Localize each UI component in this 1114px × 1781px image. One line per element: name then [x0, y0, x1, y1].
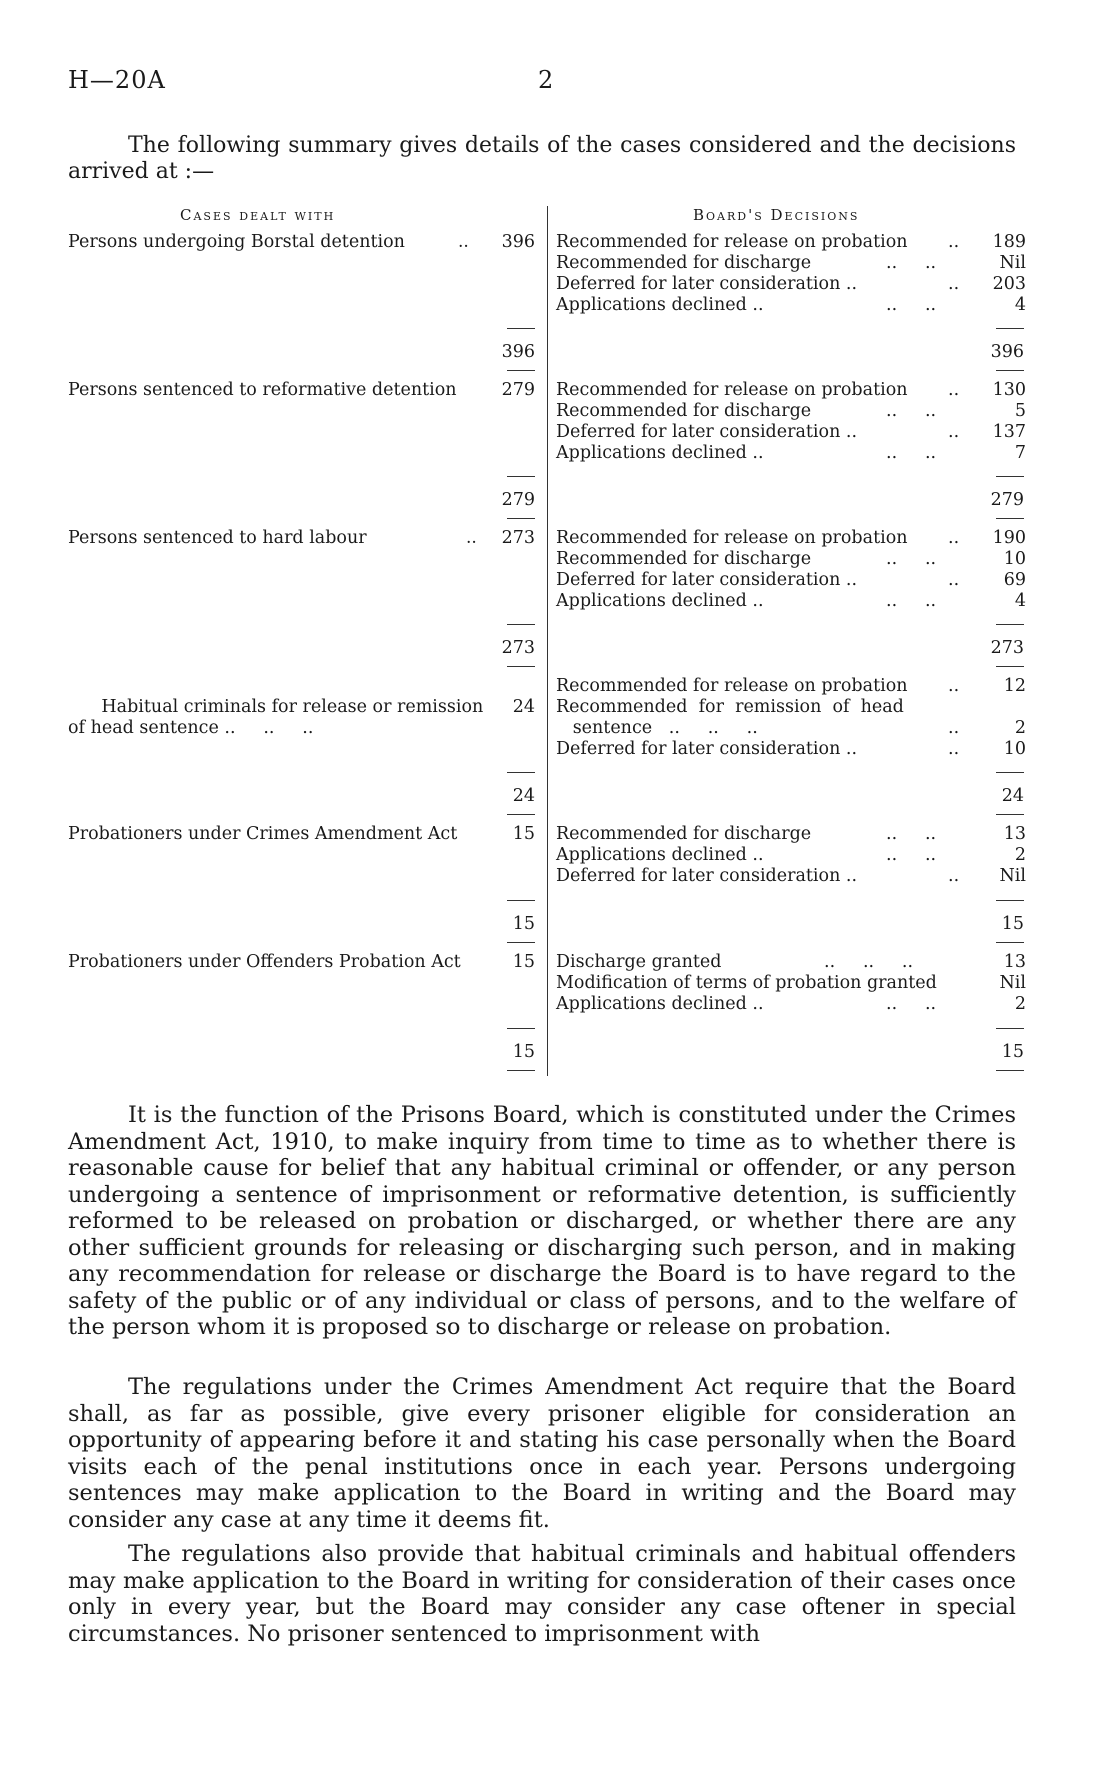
case-count: 279: [501, 380, 535, 400]
decision-row: [556, 253, 1026, 274]
case-text: Probationers under Crimes Amendment Act: [68, 824, 458, 844]
decision-value: Nil: [999, 866, 1026, 886]
leader-dots: ..: [948, 866, 960, 886]
decision-value: 130: [992, 380, 1026, 400]
decision-total: 15: [1001, 914, 1024, 934]
decision-row: [556, 232, 1026, 253]
leader-dots: ..: [948, 232, 960, 252]
case-label: [68, 824, 488, 845]
column-divider: [547, 206, 548, 1076]
leader-dots: .. ..: [886, 401, 937, 421]
leader-dots: ..: [948, 718, 960, 738]
case-total: 279: [501, 490, 535, 510]
decision-value: 189: [992, 232, 1026, 252]
decision-row: [556, 952, 1026, 973]
case-text: Persons undergoing Borstal detention: [68, 232, 405, 252]
rule: [507, 772, 535, 773]
decision-value: 203: [992, 274, 1026, 294]
case-text: Probationers under Offenders Probation Act: [68, 952, 461, 972]
decision-label: Applications declined ..: [556, 591, 764, 611]
leader-dots: ..: [948, 422, 960, 442]
rule: [996, 666, 1024, 667]
case-total: 15: [512, 914, 535, 934]
decision-total: 279: [990, 490, 1024, 510]
decision-label: Modification of terms of probation granted: [556, 973, 937, 993]
decision-value: 69: [1003, 570, 1026, 590]
decision-row: [556, 973, 1026, 994]
decision-label: Recommended for discharge: [556, 824, 812, 844]
rule: [996, 1028, 1024, 1029]
case-count: 273: [501, 528, 535, 548]
decision-row: [556, 380, 1026, 401]
decision-value: 2: [1014, 718, 1026, 738]
case-text: Habitual criminals for release or remission of head sentence .. .. ..: [68, 697, 489, 738]
leader-dots: ..: [948, 528, 960, 548]
rule: [996, 900, 1024, 901]
case-label: [68, 952, 488, 973]
intro-paragraph: The following summary gives details of the cases considered and the decisions arrived at :—: [68, 133, 1016, 184]
leader-dots: .. ..: [886, 253, 937, 273]
decision-value: 7: [1014, 443, 1026, 463]
leader-dots: .. ..: [886, 549, 937, 569]
rule: [507, 942, 535, 943]
case-label: [68, 232, 488, 253]
decision-row: [556, 295, 1026, 316]
decision-label: Recommended for remission of head: [556, 697, 904, 717]
decision-row: [556, 994, 1026, 1015]
decision-row: [556, 274, 1026, 295]
decision-label: Applications declined ..: [556, 443, 764, 463]
leader-dots: .. ..: [886, 591, 937, 611]
decision-value: 5: [1014, 401, 1026, 421]
decision-value: 2: [1014, 845, 1026, 865]
rule: [507, 518, 535, 519]
decision-row: [556, 443, 1026, 464]
decision-total: 24: [1001, 786, 1024, 806]
decision-list: [556, 232, 1026, 316]
decision-label: Discharge granted: [556, 952, 722, 972]
decision-row: [556, 422, 1026, 443]
decision-row: [556, 718, 1026, 739]
leader-dots: .. ..: [886, 295, 937, 315]
rule: [996, 624, 1024, 625]
decision-value: 10: [1003, 739, 1026, 759]
rule: [996, 814, 1024, 815]
decision-row: [556, 549, 1026, 570]
case-text: Persons sentenced to hard labour: [68, 528, 367, 548]
case-total: 15: [512, 1042, 535, 1062]
decision-list: [556, 952, 1026, 1015]
report-code: H—20A: [68, 66, 166, 94]
leader-dots: ..: [458, 232, 469, 252]
decision-list: [556, 528, 1026, 612]
decision-label: Deferred for later consideration ..: [556, 570, 858, 590]
leader-dots: .. ..: [886, 443, 937, 463]
decision-total: 15: [1001, 1042, 1024, 1062]
decisions-column-heading: Board's Decisions: [693, 206, 860, 224]
decision-label: Recommended for discharge: [556, 253, 812, 273]
rule: [507, 900, 535, 901]
rule: [507, 1028, 535, 1029]
case-label: [68, 676, 488, 760]
decision-label: Recommended for release on probation: [556, 232, 908, 252]
decision-total: 273: [990, 638, 1024, 658]
leader-dots: .. ..: [886, 824, 937, 844]
case-total: 24: [512, 786, 535, 806]
decision-label: Deferred for later consideration ..: [556, 274, 858, 294]
leader-dots: ..: [948, 380, 960, 400]
rule: [996, 370, 1024, 371]
rule: [507, 476, 535, 477]
decision-list: [556, 676, 1026, 760]
rule: [996, 1070, 1024, 1071]
rule: [996, 328, 1024, 329]
decision-label: Deferred for later consideration ..: [556, 866, 858, 886]
decision-row: [556, 528, 1026, 549]
decision-label: Recommended for release on probation: [556, 676, 908, 696]
decision-label: sentence .. .. ..: [556, 718, 758, 738]
leader-dots: .. ..: [886, 845, 937, 865]
decision-row: [556, 401, 1026, 422]
body-paragraph: The regulations also provide that habitual criminals and habitual offenders may make application to the Board in writing for consideration of their cases once only in every year, but the Board may consider any case oftener in special circumstances. No prisoner sentenced to imprisonment with: [68, 1541, 1016, 1647]
decision-value: Nil: [999, 253, 1026, 273]
rule: [996, 942, 1024, 943]
case-total: 396: [501, 342, 535, 362]
decision-label: Deferred for later consideration ..: [556, 422, 858, 442]
leader-dots: ..: [948, 739, 960, 759]
leader-dots: ..: [466, 528, 477, 548]
rule: [507, 1070, 535, 1071]
case-text: Persons sentenced to reformative detention: [68, 380, 457, 400]
decision-label: Recommended for discharge: [556, 549, 812, 569]
rule: [507, 370, 535, 371]
decision-label: Applications declined ..: [556, 994, 764, 1014]
decision-label: Deferred for later consideration ..: [556, 739, 858, 759]
decision-row: [556, 866, 1026, 887]
decision-value: 13: [1003, 824, 1026, 844]
case-count: 15: [512, 952, 535, 972]
leader-dots: ..: [948, 676, 960, 696]
leader-dots: .. .. ..: [824, 952, 914, 972]
decision-total: 396: [990, 342, 1024, 362]
decision-row: [556, 591, 1026, 612]
decision-label: Recommended for release on probation: [556, 380, 908, 400]
decision-value: 10: [1003, 549, 1026, 569]
decision-value: 4: [1014, 591, 1026, 611]
decision-row: [556, 697, 1026, 718]
decision-row: [556, 570, 1026, 591]
rule: [996, 772, 1024, 773]
decision-list: [556, 824, 1026, 887]
rule: [996, 518, 1024, 519]
decision-row: [556, 676, 1026, 697]
cases-column-heading: Cases dealt with: [180, 206, 336, 224]
case-count: 24: [512, 697, 535, 717]
case-count: 396: [501, 232, 535, 252]
decision-value: 190: [992, 528, 1026, 548]
decision-label: Applications declined ..: [556, 845, 764, 865]
decision-label: Recommended for discharge: [556, 401, 812, 421]
page-number: 2: [538, 66, 554, 94]
decision-row: [556, 824, 1026, 845]
decision-value: 4: [1014, 295, 1026, 315]
decision-label: Applications declined ..: [556, 295, 764, 315]
body-paragraph: The regulations under the Crimes Amendment Act require that the Board shall, as far as possible, give every prisoner eligible for consideration an opportunity of appearing before it and stating his case personally when the Board visits each of the penal institutions once in each year. Persons undergoing sentences may make application to the Board in writing and the Board may consider any case at any time it deems fit.: [68, 1374, 1016, 1533]
case-total: 273: [501, 638, 535, 658]
decision-row: [556, 739, 1026, 760]
rule: [507, 814, 535, 815]
rule: [996, 476, 1024, 477]
decision-value: Nil: [999, 973, 1026, 993]
rule: [507, 666, 535, 667]
decision-value: 12: [1003, 676, 1026, 696]
decision-value: 13: [1003, 952, 1026, 972]
case-count: 15: [512, 824, 535, 844]
decision-value: 137: [992, 422, 1026, 442]
rule: [507, 624, 535, 625]
leader-dots: .. ..: [886, 994, 937, 1014]
rule: [507, 328, 535, 329]
case-label: [68, 528, 488, 549]
decision-list: [556, 380, 1026, 464]
leader-dots: ..: [948, 274, 960, 294]
decision-row: [556, 845, 1026, 866]
decision-label: Recommended for release on probation: [556, 528, 908, 548]
decision-value: 2: [1014, 994, 1026, 1014]
leader-dots: ..: [948, 570, 960, 590]
body-paragraph: It is the function of the Prisons Board, which is constituted under the Crimes Amendment Act, 1910, to make inquiry from time to time as to whether there is reasonable cause for belief that any habitual criminal or offender, or any person undergoing a sentence of imprisonment or reformative detention, is sufficiently reformed to be released on probation or discharged, or whether there are any other sufficient grounds for releasing or discharging such person, and in making any recommendation for release or discharge the Board is to have regard to the safety of the public or of any individual or class of persons, and to the welfare of the person whom it is proposed so to discharge or release on probation.: [68, 1102, 1016, 1340]
case-label: [68, 380, 488, 401]
